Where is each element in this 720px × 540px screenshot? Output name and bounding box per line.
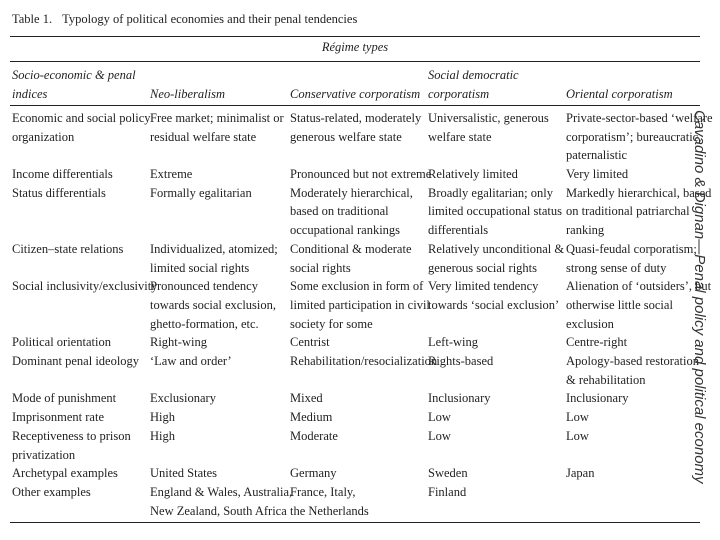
cell-line: Broadly egalitarian; only (428, 185, 553, 200)
cell-line: on traditional patriarchal (566, 204, 690, 219)
table-cell (566, 184, 711, 240)
cell-line: Imprisonment rate (12, 410, 104, 425)
table-cell (290, 240, 412, 277)
cell-line: Conditional & moderate (290, 241, 412, 256)
table-cell (290, 184, 413, 240)
column-header (150, 85, 225, 104)
table-cell (150, 352, 232, 371)
table-cell (290, 277, 430, 333)
cell-line: Citizen–state relations (12, 241, 124, 256)
column-header-line: Oriental corporatism (566, 87, 673, 101)
cell-line: United States (150, 466, 218, 481)
cell-line: Exclusionary (150, 391, 216, 406)
running-head: Cavadino & Dignan—Penal policy and political economy (691, 110, 708, 484)
table-row (0, 389, 700, 408)
cell-line: Low (428, 410, 451, 425)
table-row (0, 427, 700, 464)
column-header (12, 66, 136, 104)
cell-line: welfare state (428, 129, 492, 144)
table-row (0, 277, 712, 333)
cell-line: Mode of punishment (12, 391, 117, 406)
table-cell (290, 389, 323, 408)
cell-line: otherwise little social (566, 297, 673, 312)
cell-line: & rehabilitation (566, 372, 646, 387)
table-cell (566, 333, 627, 352)
cell-line: Some exclusion in form of (290, 279, 424, 294)
cell-line: limited social rights (150, 260, 250, 275)
table-cell (290, 483, 369, 520)
table-cell (428, 277, 559, 314)
cell-line: Low (566, 410, 589, 425)
cell-line: Japan (566, 466, 595, 481)
cell-line: Extreme (150, 167, 193, 182)
cell-line: social rights (290, 260, 351, 275)
cell-line: ‘Law and order’ (150, 354, 232, 369)
table-cell (290, 408, 332, 427)
table-row (0, 408, 700, 427)
cell-line: High (150, 410, 175, 425)
cell-line: Quasi-feudal corporatism; (566, 241, 697, 256)
cell-line: High (150, 428, 175, 443)
spanner-rule (10, 61, 700, 62)
cell-line: generous welfare state (290, 129, 402, 144)
cell-line: Status-related, moderately (290, 111, 422, 125)
cell-line: Apology-based restoration (566, 354, 699, 369)
table-cell (150, 165, 192, 184)
cell-line: Moderately hierarchical, (290, 185, 413, 200)
top-rule (10, 36, 700, 37)
table-row (0, 184, 712, 240)
table-cell (566, 277, 711, 333)
cell-line: Rehabilitation/resocialization (290, 354, 438, 369)
cell-line: Other examples (12, 484, 91, 499)
table-cell (150, 184, 252, 203)
table-cell (428, 464, 468, 483)
cell-line: Alienation of ‘outsiders’, but (566, 279, 712, 294)
table-cell (428, 352, 493, 371)
table-cell (566, 464, 594, 483)
row-label (12, 352, 139, 371)
table-cell (150, 277, 276, 333)
cell-line: paternalistic (566, 148, 628, 163)
cell-line: Dominant penal ideology (12, 354, 140, 369)
table-body (0, 109, 713, 520)
cell-line: England & Wales, Australia, (150, 484, 293, 499)
bottom-rule (10, 522, 700, 523)
column-header (290, 85, 420, 104)
table-cell (428, 408, 451, 427)
cell-line: Pronounced but not extreme (290, 167, 432, 182)
cell-line: New Zealand, South Africa (150, 503, 287, 518)
cell-line: society for some (290, 316, 373, 331)
cell-line: Relatively limited (428, 167, 518, 182)
row-label (12, 389, 116, 408)
cell-line: generous social rights (428, 260, 538, 275)
table-row (0, 464, 700, 483)
row-label (12, 109, 151, 146)
table-caption (12, 12, 357, 27)
cell-line: Centre-right (566, 335, 628, 350)
cell-line: Receptiveness to prison (12, 428, 131, 443)
cell-line: Moderate (290, 428, 338, 443)
cell-line: Mixed (290, 391, 323, 406)
cell-line: Pronounced tendency (150, 279, 258, 294)
cell-line: ghetto-formation, etc. (150, 316, 259, 331)
row-label (12, 427, 131, 464)
cell-line: France, Italy, (290, 484, 356, 499)
cell-line: occupational rankings (290, 223, 401, 238)
cell-line: Individualized, atomized; (150, 241, 278, 256)
table-cell (290, 165, 431, 184)
cell-line: towards ‘social exclusion’ (428, 297, 560, 312)
table-cell (428, 427, 451, 446)
row-label (12, 483, 91, 502)
cell-line: Economic and social policy (12, 111, 151, 125)
cell-line: Inclusionary (428, 391, 491, 406)
column-header (428, 66, 519, 104)
row-label (12, 464, 118, 483)
cell-line: limited participation in civil (290, 297, 430, 312)
cell-line: differentials (428, 223, 489, 238)
cell-line: Status differentials (12, 185, 106, 200)
cell-line: privatization (12, 447, 76, 462)
cell-line: Very limited tendency (428, 279, 539, 294)
table-cell (150, 464, 217, 483)
row-label (12, 184, 106, 203)
cell-line: strong sense of duty (566, 260, 667, 275)
table-row (0, 352, 700, 389)
table-row (0, 165, 700, 184)
cell-line: Low (566, 428, 589, 443)
table-cell (150, 427, 175, 446)
table-cell (150, 389, 216, 408)
table-cell (290, 427, 338, 446)
table-cell (150, 333, 207, 352)
table-cell (150, 483, 292, 520)
column-header-line: Conservative corporatism (290, 87, 421, 101)
table-cell (290, 464, 337, 483)
table-cell (428, 165, 518, 184)
table-cell (428, 333, 478, 352)
cell-line: Income differentials (12, 167, 113, 182)
cell-line: Centrist (290, 335, 330, 350)
cell-line: organization (12, 129, 75, 144)
cell-line: Private-sector-based ‘welfare (566, 111, 713, 125)
cell-line: Right-wing (150, 335, 207, 350)
column-header-line: Neo-liberalism (150, 87, 225, 101)
cell-line: limited occupational status (428, 204, 562, 219)
table-cell (428, 240, 564, 277)
cell-line: Inclusionary (566, 391, 629, 406)
table-cell (566, 389, 628, 408)
cell-line: Low (428, 428, 451, 443)
cell-line: Left-wing (428, 335, 478, 350)
cell-line: Very limited (566, 167, 629, 182)
row-label (12, 165, 113, 184)
cell-line: based on traditional (290, 204, 389, 219)
column-header-line: indices (12, 87, 48, 101)
table-cell (290, 109, 421, 146)
column-header (566, 85, 673, 104)
column-header-line: corporatism (428, 87, 490, 101)
cell-line: Medium (290, 410, 333, 425)
column-header-line: Social democratic (428, 68, 519, 82)
table-cell (566, 240, 697, 277)
cell-line: Finland (428, 484, 467, 499)
row-label (12, 240, 123, 259)
cell-line: residual welfare state (150, 129, 257, 144)
cell-line: Germany (290, 466, 337, 481)
table-row (0, 333, 700, 352)
cell-line: Political orientation (12, 335, 111, 350)
row-label (12, 333, 111, 352)
table-cell (150, 408, 175, 427)
table-row (0, 109, 713, 165)
cell-line: exclusion (566, 316, 614, 331)
cell-line: Formally egalitarian (150, 185, 252, 200)
column-header-line: Socio-economic & penal (12, 68, 136, 82)
cell-line: Free market; minimalist or (150, 111, 284, 125)
cell-line: towards social exclusion, (150, 297, 277, 312)
header-rule (10, 105, 700, 106)
row-label (12, 277, 157, 296)
table-cell (566, 427, 589, 446)
table-cell (566, 352, 699, 389)
table-cell (566, 165, 628, 184)
cell-line: ranking (566, 223, 605, 238)
cell-line: Universalistic, generous (428, 111, 549, 125)
table-cell (290, 352, 437, 371)
spanner-heading: Régime types (321, 40, 389, 54)
table-cell (428, 184, 562, 240)
table-cell (150, 240, 278, 277)
row-label (12, 408, 104, 427)
cell-line: corporatism’; bureaucratic, (566, 129, 702, 144)
cell-line: Archetypal examples (12, 466, 118, 481)
table-cell (428, 389, 490, 408)
cell-line: Social inclusivity/exclusivity (12, 279, 158, 294)
table-cell (428, 109, 549, 146)
table-cell (150, 109, 284, 146)
cell-line: Markedly hierarchical, based (566, 185, 712, 200)
cell-line: Relatively unconditional & (428, 241, 565, 256)
table-row (0, 240, 700, 277)
table-row (0, 483, 700, 520)
table-title: Typology of political economies and their penal tendencies (62, 12, 358, 26)
table-cell (290, 333, 330, 352)
cell-line: the Netherlands (290, 503, 369, 518)
table-cell (566, 408, 589, 427)
table-cell (428, 483, 466, 502)
cell-line: Rights-based (428, 354, 494, 369)
table-label: Table 1. (12, 12, 53, 26)
cell-line: Sweden (428, 466, 468, 481)
